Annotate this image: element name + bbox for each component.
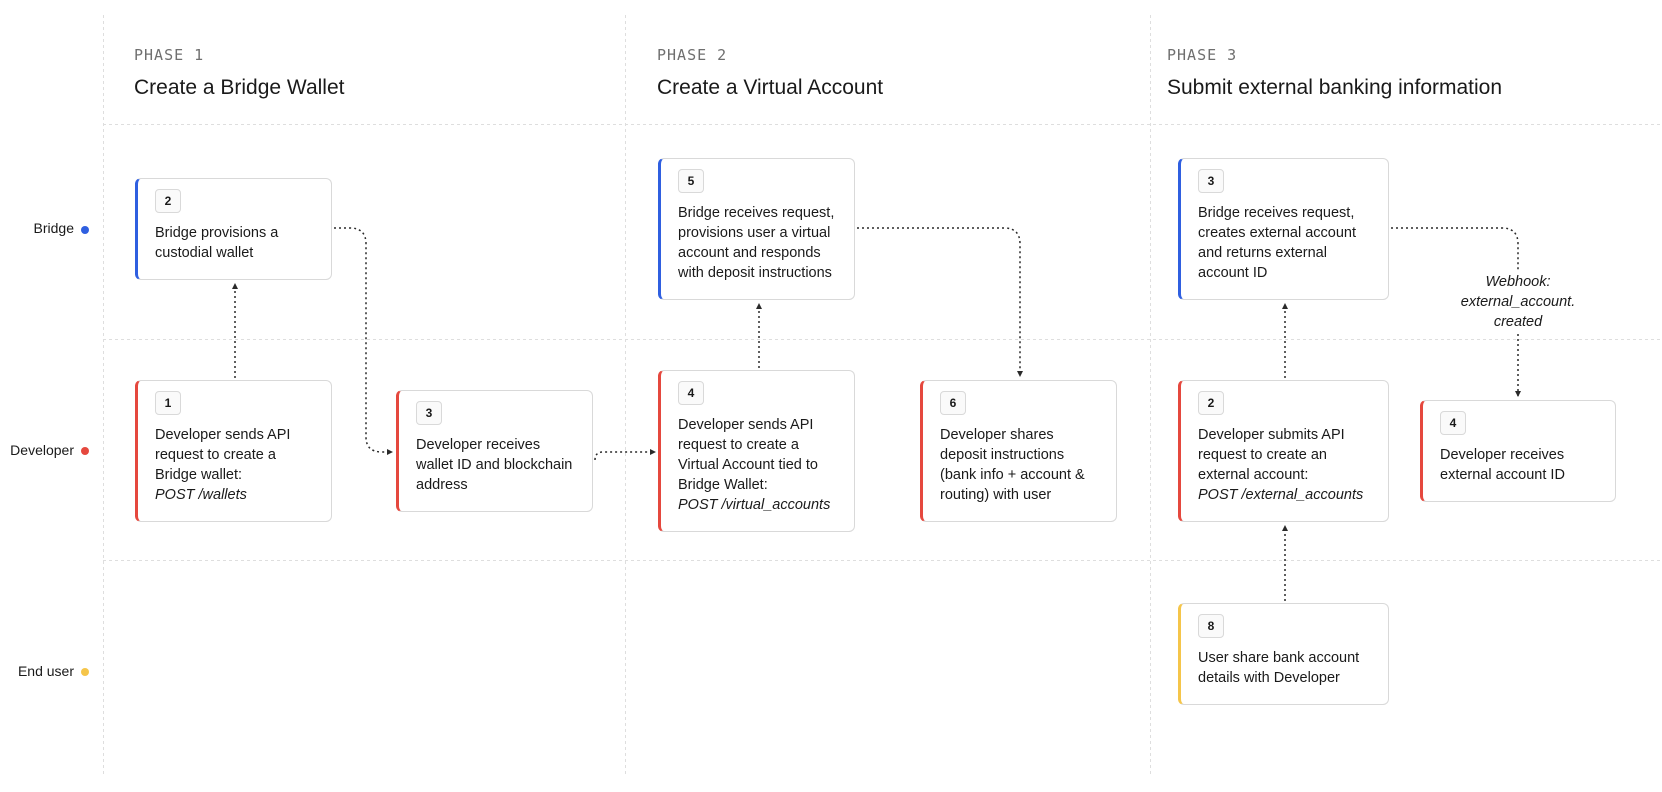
lane-label-developer: Developer xyxy=(10,442,74,458)
phase-1-label: PHASE 1 xyxy=(134,46,205,64)
arrow-p2-bridge-to-dev-share xyxy=(857,228,1020,376)
description-line: wallet ID and blockchain xyxy=(416,457,573,473)
description-line: Bridge receives request, xyxy=(1198,205,1355,221)
arrow-p3-bridge-to-webhook xyxy=(1391,228,1518,270)
step-card-developer-sends-virtual-account-request xyxy=(658,370,855,532)
phase-1-title: Create a Bridge Wallet xyxy=(134,76,345,99)
step-badge: 4 xyxy=(1440,411,1466,435)
annotation-line: external_account. xyxy=(1460,294,1576,310)
step-badge: 3 xyxy=(1198,169,1224,193)
step-description xyxy=(416,435,578,495)
description-line: Virtual Account tied to xyxy=(678,457,818,473)
description-line: Developer submits API xyxy=(1198,427,1345,443)
step-badge: 3 xyxy=(416,401,442,425)
description-line: request to create an xyxy=(1198,447,1327,463)
description-line: Bridge wallet: xyxy=(155,467,243,483)
description-line: Developer receives xyxy=(1440,447,1565,463)
annotation-line: Webhook: xyxy=(1485,274,1551,290)
description-line: Developer shares xyxy=(940,427,1054,443)
api-endpoint: POST /wallets xyxy=(155,487,247,503)
phase-3-title: Submit external banking information xyxy=(1167,76,1503,99)
description-line: details with Developer xyxy=(1198,670,1340,686)
step-description xyxy=(1198,203,1374,283)
lane-dot-bridge xyxy=(81,226,89,234)
step-description xyxy=(678,203,840,283)
step-badge: 1 xyxy=(155,391,181,415)
phase-3-label: PHASE 3 xyxy=(1167,46,1238,64)
step-description xyxy=(1440,445,1601,485)
description-line: (bank info + account & xyxy=(940,467,1085,483)
step-description xyxy=(678,415,840,515)
step-description xyxy=(1198,648,1374,688)
step-description xyxy=(155,223,317,263)
step-card-bridge-provisions-virtual-account xyxy=(658,158,855,300)
step-card-developer-shares-deposit-instructions xyxy=(920,380,1117,522)
description-line: account ID xyxy=(1198,265,1268,281)
step-card-developer-receives-external-account-id xyxy=(1420,400,1616,502)
step-card-developer-sends-wallet-request xyxy=(135,380,332,522)
description-line: deposit instructions xyxy=(940,447,1065,463)
description-line: address xyxy=(416,477,468,493)
lane-label-bridge: Bridge xyxy=(33,220,74,236)
grid-lines xyxy=(103,15,1662,775)
description-line: Bridge provisions a xyxy=(155,225,279,241)
arrow-p1-dev-receive-to-p2-request xyxy=(595,452,655,460)
description-line: Developer sends API xyxy=(155,427,291,443)
step-badge: 6 xyxy=(940,391,966,415)
lane-label-end-user: End user xyxy=(17,663,74,679)
description-line: Developer receives xyxy=(416,437,541,453)
description-line: with deposit instructions xyxy=(678,265,832,281)
annotation-line: created xyxy=(1493,314,1543,330)
api-endpoint: POST /external_accounts xyxy=(1198,487,1364,503)
description-line: external account ID xyxy=(1440,467,1565,483)
description-line: User share bank account xyxy=(1198,650,1360,666)
step-badge: 8 xyxy=(1198,614,1224,638)
lane-dot-developer xyxy=(81,447,89,455)
lane-dot-end-user xyxy=(81,668,89,676)
description-line: and returns external xyxy=(1198,245,1327,261)
description-line: Developer sends API xyxy=(678,417,814,433)
description-line: Bridge receives request, xyxy=(678,205,835,221)
step-description xyxy=(940,425,1102,505)
description-line: external account: xyxy=(1198,467,1309,483)
step-description xyxy=(1198,425,1374,505)
description-line: Bridge Wallet: xyxy=(678,477,768,493)
step-description xyxy=(155,425,317,505)
step-card-bridge-provisions-wallet xyxy=(135,178,332,280)
arrow-p1-bridge-to-dev-receive xyxy=(334,228,392,452)
phase-2-label: PHASE 2 xyxy=(657,46,728,64)
webhook-annotation xyxy=(1453,272,1583,332)
description-line: custodial wallet xyxy=(155,245,254,261)
description-line: provisions user a virtual xyxy=(678,225,831,241)
description-line: account and responds xyxy=(678,245,821,261)
step-card-user-shares-bank-details xyxy=(1178,603,1389,705)
step-badge: 2 xyxy=(155,189,181,213)
description-line: routing) with user xyxy=(940,487,1052,503)
description-line: request to create a xyxy=(155,447,276,463)
step-badge: 2 xyxy=(1198,391,1224,415)
phase-2-title: Create a Virtual Account xyxy=(657,76,884,99)
description-line: creates external account xyxy=(1198,225,1356,241)
api-endpoint: POST /virtual_accounts xyxy=(678,497,831,513)
step-badge: 5 xyxy=(678,169,704,193)
step-badge: 4 xyxy=(678,381,704,405)
step-card-developer-receives-wallet-id xyxy=(396,390,593,512)
step-card-developer-submits-external-account-request xyxy=(1178,380,1389,522)
step-card-bridge-creates-external-account xyxy=(1178,158,1389,300)
description-line: request to create a xyxy=(678,437,799,453)
